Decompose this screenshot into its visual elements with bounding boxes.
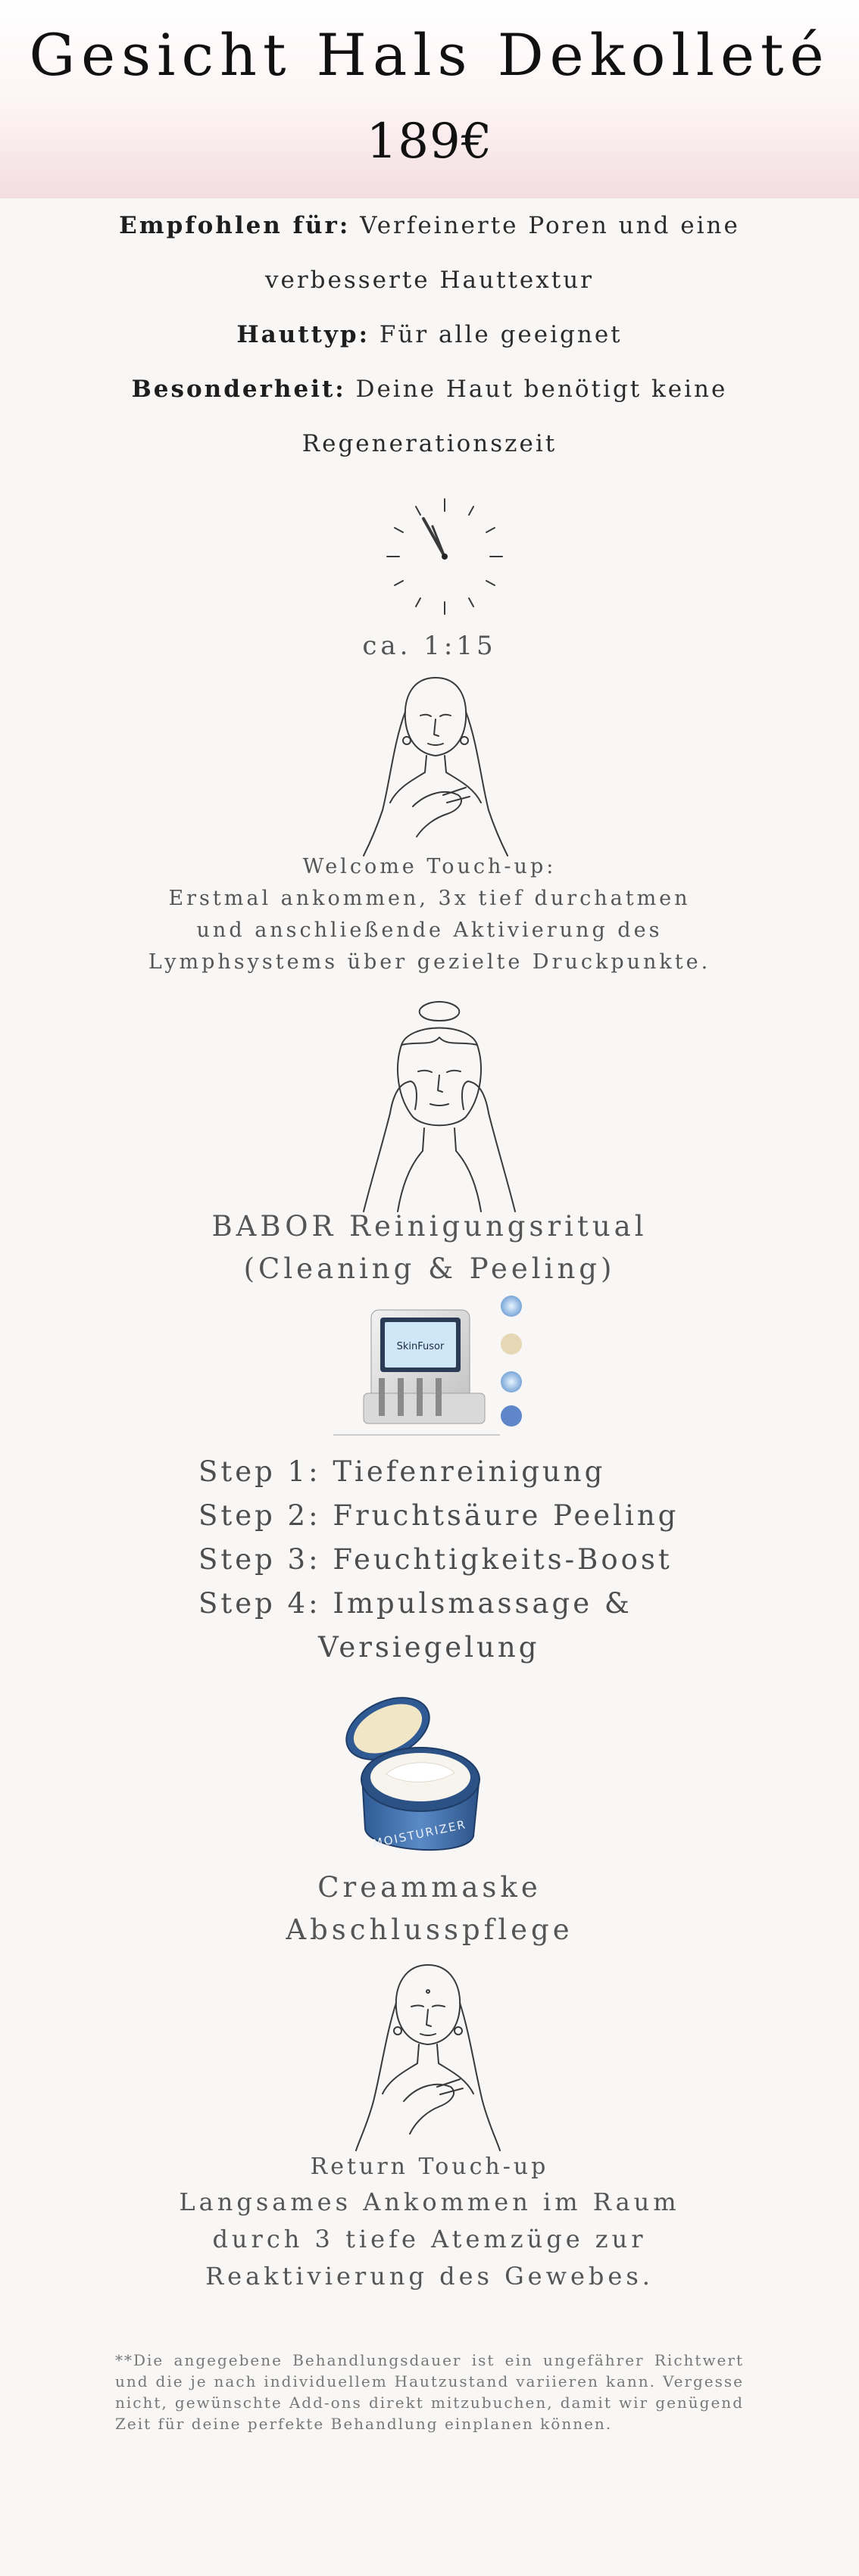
skintype-value: Für alle geeignet [379, 321, 623, 348]
step-2: Step 2: Fruchtsäure Peeling [198, 1499, 679, 1532]
special-row [76, 362, 783, 471]
step-4-continued: Versiegelung [318, 1631, 540, 1664]
welcome-line-2: und anschließende Aktivierung des [196, 918, 663, 942]
return-section [0, 2150, 859, 2295]
cream-section [0, 1867, 859, 1951]
woman-facial-massage-illustration [348, 1000, 530, 1212]
page-title: Gesicht Hals Dekolleté [29, 21, 830, 89]
duration-note: **Die angegebene Behandlungsdauer ist ein ungefährer Richtwert und die je nach individuellem Hautzustand variieren kann. Vergesse nicht, gewünschte Add-ons direkt mitzubuchen, damit wir genügend Zeit für deine perfekte Behandlung einplanen können. [115, 2351, 744, 2433]
welcome-line-1: Erstmal ankommen, 3x tief durchatmen [168, 887, 691, 910]
return-line-2: durch 3 tiefe Atemzüge zur [212, 2225, 647, 2253]
woman-hand-on-chest-illustration [352, 674, 519, 856]
step-4: Step 4: Impulsmassage & [198, 1587, 633, 1620]
skinfusor-device-image [333, 1287, 530, 1439]
return-title: Return Touch-up [310, 2153, 549, 2180]
welcome-line-3: Lymphsystems über gezielte Druckpunkte. [148, 950, 711, 974]
cream-line-1: Creammaske [317, 1871, 542, 1904]
recommended-value: Verfeinerte Poren und eine verbesserte Hauttextur [265, 212, 740, 294]
return-line-3: Reaktivierung des Gewebes. [205, 2262, 654, 2291]
treatment-info [76, 198, 783, 471]
cream-line-2: Abschlusspflege [286, 1913, 573, 1946]
skintype-label: Hauttyp: [236, 321, 370, 348]
babor-section [0, 1205, 859, 1290]
duration: ca. 1:15 [362, 631, 497, 661]
woman-hand-on-chest-illustration-2 [345, 1961, 511, 2150]
step-3: Step 3: Feuchtigkeits-Boost [198, 1543, 673, 1576]
return-line-1: Langsames Ankommen im Raum [179, 2188, 680, 2216]
special-value: Deine Haut benötigt keine Regenerationszeit [301, 376, 728, 457]
babor-line-1: BABOR Reinigungsritual [211, 1210, 648, 1243]
recommended-row [76, 198, 783, 307]
steps-list [198, 1450, 729, 1670]
recommended-label: Empfohlen für: [119, 212, 351, 239]
moisturizer-jar-image [333, 1692, 500, 1867]
skintype-row [76, 307, 783, 362]
welcome-title: Welcome Touch-up: [302, 855, 557, 878]
step-1: Step 1: Tiefenreinigung [198, 1455, 606, 1488]
welcome-section [0, 851, 859, 978]
device-label: SkinFusor [396, 1341, 445, 1352]
babor-line-2: (Cleaning & Peeling) [243, 1252, 616, 1285]
special-label: Besonderheit: [131, 376, 346, 403]
price: 189€ [366, 114, 493, 170]
clock-icon [384, 496, 505, 617]
jar-label: MOISTURIZER [371, 1817, 468, 1851]
header-banner [0, 0, 859, 198]
